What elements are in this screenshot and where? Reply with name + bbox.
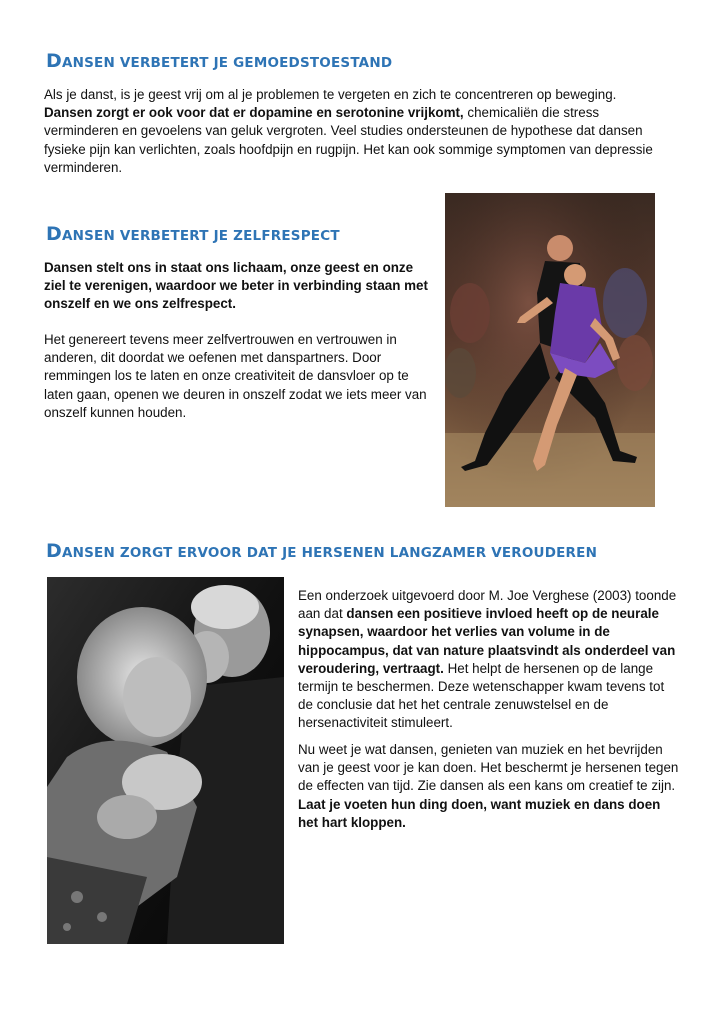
section-2-bold-paragraph [44,259,434,314]
section-3-heading [46,540,597,562]
text-run: Nu weet je wat dansen, genieten van muziek en het bevrijden van je geest voor je kan doen. Het beschermt je hersenen tegen de effecten van tijd. Zie dansen als een kans om creatief te zijn. [298,742,679,794]
section-1-heading [46,50,392,72]
text-run: Het helpt de hersenen op de lange termijn te beschermen. Deze wetenschapper kwam tevens tot de conclusie dat het het centrale zenuwstelsel en de hersenactiviteit stimuleert. [298,660,665,731]
bold-run: Dansen zorgt er ook voor dat er dopamine en serotonine vrijkomt, [44,105,464,121]
section-2-heading [46,223,340,245]
heading-initial: D [46,50,62,72]
section-3-paragraph-2 [298,741,682,832]
text-run: Het genereert tevens meer zelfvertrouwen en vertrouwen in anderen, dit doordat we oefenen met danspartners. Door remmingen los te laten en onze creativiteit de dansvloer op te laten gaan, openen we deuren in onszelf zodat we iets meer van onszelf kunnen houden. [44,332,427,420]
heading-initial: D [46,223,62,245]
heading-rest: ANSEN ZORGT ERVOOR DAT JE HERSENEN LANGZAMER VEROUDEREN [61,545,598,561]
section-3-paragraph-1 [298,587,682,733]
text-run: chemicaliën die stress verminderen en gevoelens van geluk vergroten. Veel studies ondersteunen de hypothese dat dansen fysieke pijn kan verlichten, zoals hoofdpijn en rugpijn. Het kan ook sommige symptomen van depressie verminderen. [44,105,653,175]
ballroom-dance-photo [445,193,655,507]
elderly-couple-dancing-photo [47,577,284,944]
bold-run: Dansen stelt ons in staat ons lichaam, onze geest en onze ziel te verenigen, waardoor we beter in verbinding staan met onszelf en we ons zelfrespect. [44,260,428,312]
heading-initial: D [46,540,62,562]
section-2-paragraph [44,331,434,422]
text-run: Een onderzoek uitgevoerd door M. Joe Verghese (2003) toonde aan dat [298,588,677,622]
text-run: Als je danst, is je geest vrij om al je problemen te vergeten en zich te concentreren op beweging. [44,87,617,102]
heading-rest: ANSEN VERBETERT JE ZELFRESPECT [61,228,340,244]
bold-run: dansen een positieve invloed heeft op de neurale synapsen, waardoor het verlies van volume in de hippocampus, dat van nature plaatsvindt als onderdeel van veroudering, vertraagt. [298,606,676,676]
heading-rest: ANSEN VERBETERT JE GEMOEDSTOESTAND [61,55,393,71]
section-1-paragraph [44,86,662,177]
bold-run: Laat je voeten hun ding doen, want muziek en dans doen het hart kloppen. [298,796,661,830]
